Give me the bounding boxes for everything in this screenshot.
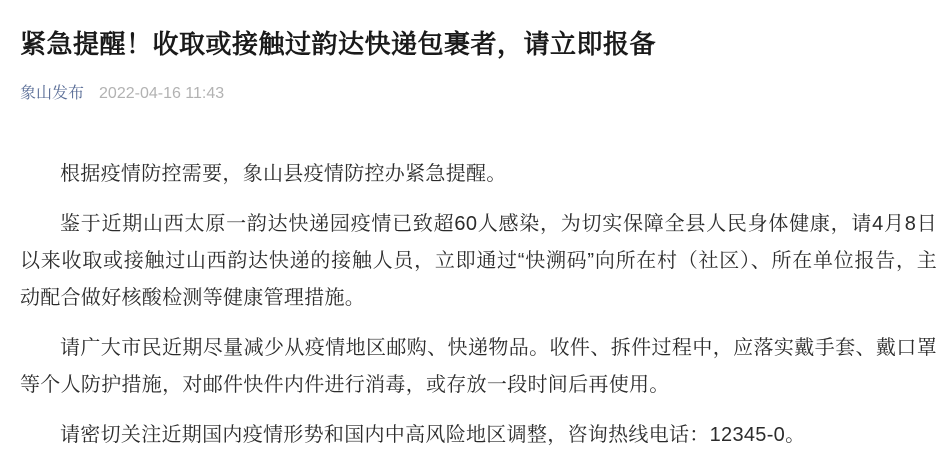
article-paragraph: 鉴于近期山西太原一韵达快递园疫情已致超60人感染，为切实保障全县人民身体健康，请4月8日以来收取或接触过山西韵达快递的接触人员，立即通过“快溯码”向所在村（社区）、所在单位报告，主动配合做好核酸检测等健康管理措施。 (20, 213, 937, 309)
article-paragraph: 根据疫情防控需要，象山县疫情防控办紧急提醒。 (60, 163, 507, 185)
article-title: 紧急提醒！收取或接触过韵达快递包裹者，请立即报备 (20, 29, 657, 59)
publish-time: 2022-04-16 11:43 (99, 85, 225, 102)
article-body (20, 156, 937, 454)
article-paragraph: 请广大市民近期尽量减少从疫情地区邮购、快递物品。收件、拆件过程中，应落实戴手套、戴口罩等个人防护措施，对邮件快件内件进行消毒，或存放一段时间后再使用。 (20, 337, 937, 396)
article-meta (20, 83, 937, 105)
article-paragraph: 请密切关注近期国内疫情形势和国内中高风险地区调整，咨询热线电话：12345-0。 (60, 424, 806, 446)
source-account-link[interactable]: 象山发布 (20, 85, 85, 102)
